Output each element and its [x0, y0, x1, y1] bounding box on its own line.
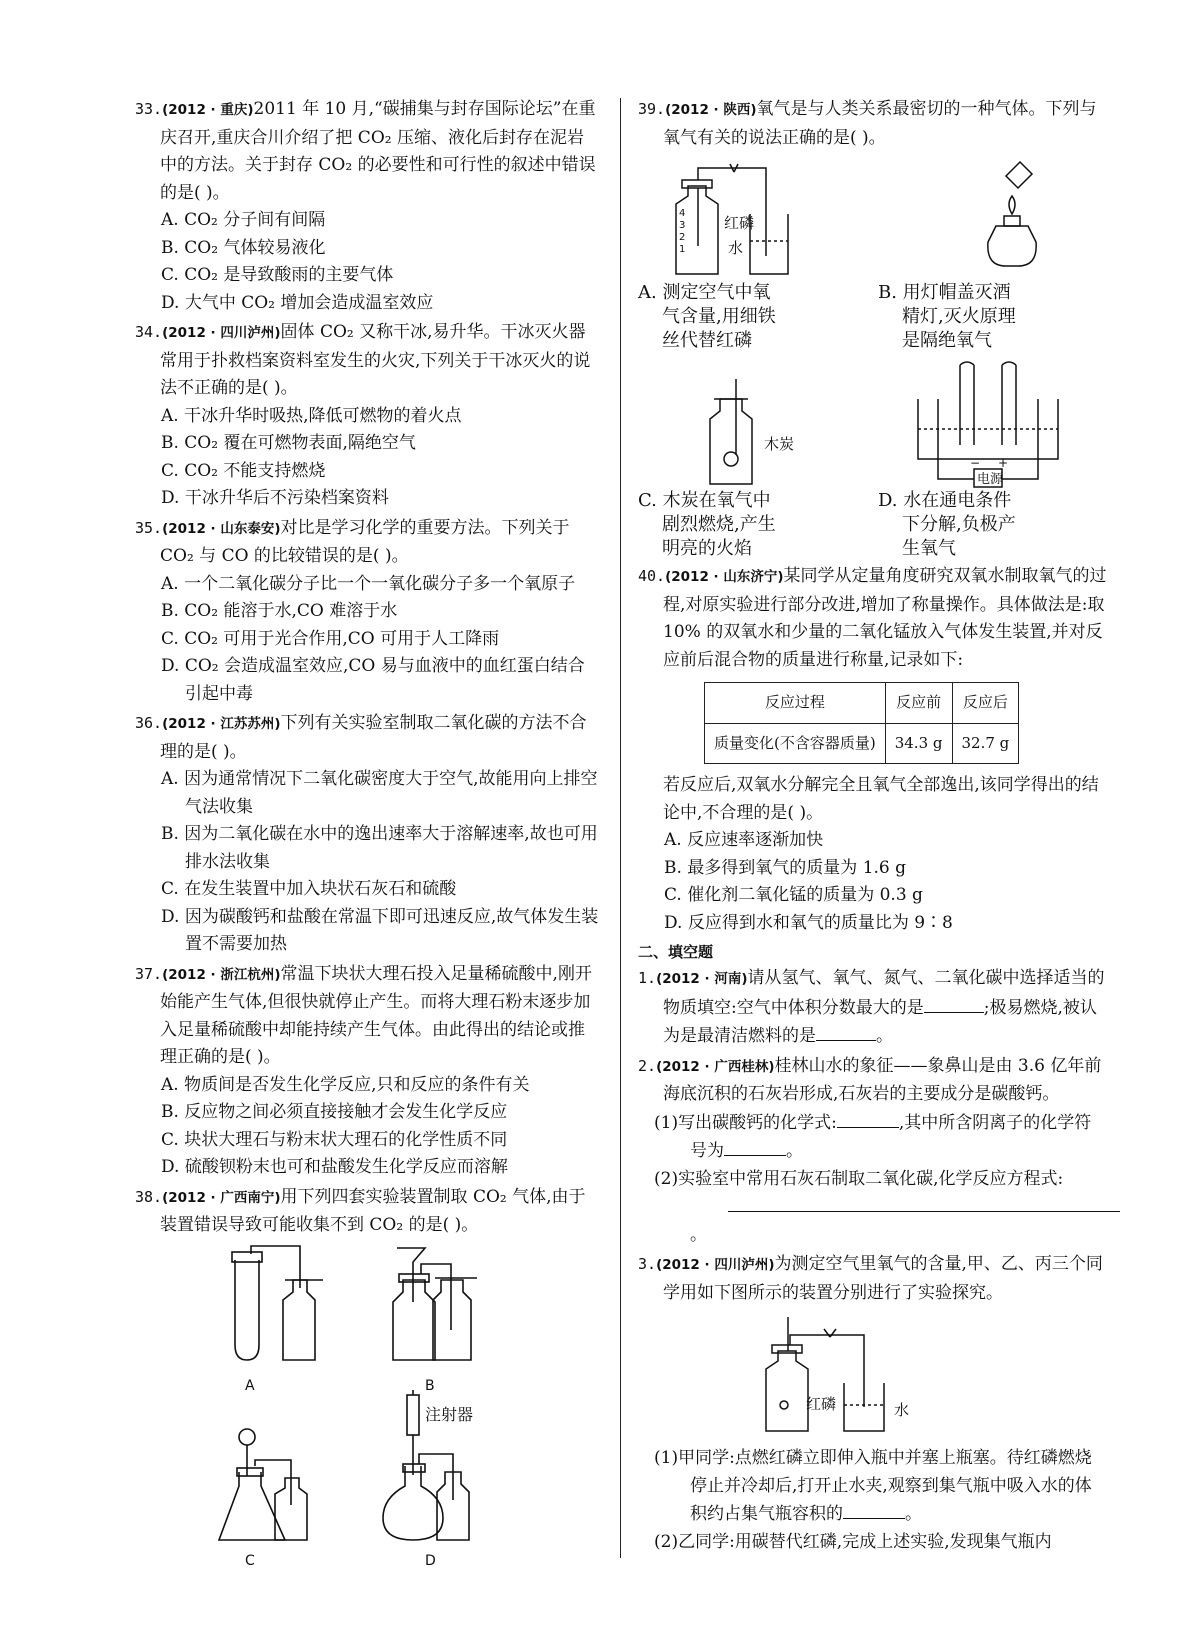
- q40-followup: 若反应后,双氧水分解完全且氧气全部逸出,该同学得出的结论中,不合理的是( )。: [663, 775, 1099, 823]
- question-35: 35.(2012 · 山东泰安)对比是学习化学的重要方法。下列关于 CO₂ 与 CO 的比较错误的是( )。 A. 一个二氧化碳分子比一个一氧化碳分子多一个氧原子 B. CO₂ 能溶于水,CO 难溶于水 C. CO₂ 可用于光合作用,CO 可用于人工降雨 D. CO₂ 会造成温室效应,CO 易与血液中的血红蛋白结合引起中毒: [135, 515, 600, 709]
- sub-question-2: (2)实验室中常用石灰石制取二氧化碳,化学反应方程式: 。: [638, 1166, 1108, 1250]
- option-c: C. CO₂ 不能支持燃烧: [161, 460, 326, 481]
- apparatus-a: [232, 1246, 323, 1360]
- option-a: A. CO₂ 分子间有间隔: [161, 210, 326, 230]
- caption-b: B. 用灯帽盖灭酒 精灯,灭火原理 是隔绝氧气: [878, 282, 1016, 351]
- options-37: [135, 1072, 600, 1182]
- options-35: [135, 571, 600, 709]
- option-a: A. 一个二氧化碳分子比一个一氧化碳分子多一个氧原子: [161, 573, 576, 594]
- sub-question-1: (1)写出碳酸钙的化学式: ,其中所含阴离子的化学符号为 。: [638, 1109, 1108, 1166]
- label-d: D: [425, 1552, 436, 1569]
- sub-question-2: (2)乙同学:用碳替代红磷,完成上述实验,发现集气瓶内: [654, 1531, 1052, 1552]
- question-37: 37.(2012 · 浙江杭州)常温下块状大理石投入足量稀硫酸中,刚开始能产生气体,但很快就停止产生。而将大理石粉末逐步加入足量稀硫酸中却能持续产生气体。由此得出的结论或推理正确的是( )。 A. 物质间是否发生化学反应,只和反应的条件有关 B. 反应物之间必须直接接触才会发生化学反应 C. 块状大理石与粉末状大理石的化学性质不同 D. 硫酸钡粉末也可和盐酸发生化学反应而溶解: [135, 961, 600, 1182]
- water-label: 水: [728, 239, 744, 257]
- minus-sign: −: [970, 456, 981, 470]
- scale-1: 1: [679, 244, 686, 255]
- water-label: 水: [894, 1401, 910, 1419]
- options-36: [135, 766, 600, 959]
- fill-question-1: 1.(2012 · 河南)请从氢气、氧气、氮气、二氧化碳中选择适当的物质填空:空气中体积分数最大的是 ;极易燃烧,被认为是最清洁燃料的是 。: [638, 968, 1105, 1046]
- fig-b-alcohol-lamp: [878, 156, 1108, 281]
- oxygen-content-apparatus: [638, 1307, 1108, 1445]
- question-33: 33.(2012 · 重庆)2011 年 10 月,“碳捕集与封存国际论坛”在重庆召开,重庆合川介绍了把 CO₂ 压缩、液化后封存在泥岩中的方法。关于封存 CO₂ 的必要性和可行性的叙述中错误的是( )。 A. CO₂ 分子间有间隔 B. CO₂ 气体较易液化 C. CO₂ 是导致酸雨的主要气体 D. 大气中 CO₂ 增加会造成温室效应: [135, 96, 600, 317]
- question-38: 38.(2012 · 广西南宁)用下列四套实验装置制取 CO₂ 气体,由于装置错误导致可能收集不到 CO₂ 的是( )。 A B C D 注射器: [135, 1184, 600, 1570]
- caption-d: D. 水在通电条件 下分解,负极产 生氧气: [878, 490, 1016, 559]
- option-b: B. CO₂ 气体较易液化: [161, 237, 326, 258]
- q39-figs-row-1: [638, 156, 1108, 353]
- section-heading: 二、填空题: [638, 943, 714, 961]
- label-c: C: [245, 1552, 255, 1569]
- option-b: B. CO₂ 能溶于水,CO 难溶于水: [161, 601, 398, 621]
- phosphorus-label: 红磷: [724, 214, 755, 232]
- apparatus-b: [393, 1248, 477, 1360]
- option-a: A. 反应速率逐渐加快: [664, 830, 824, 850]
- label-a: A: [245, 1377, 255, 1394]
- option-d: D. CO₂ 会造成温室效应,CO 易与血液中的血红蛋白结合引起中毒: [161, 656, 585, 704]
- table-cell: 32.7 g: [952, 723, 1019, 764]
- left-column: [135, 96, 600, 1572]
- column-divider: [620, 98, 621, 1558]
- q39-figs-row-2: [638, 359, 1108, 561]
- fig-c-charcoal-burning: [638, 359, 868, 489]
- sub-question-1: (1)甲同学:点燃红磷立即伸入瓶中并塞上瓶塞。待红磷燃烧停止并冷却后,打开止水夹,观察到集气瓶中吸入水的体积约占集气瓶容积的 。: [654, 1448, 1092, 1524]
- answer-blank[interactable]: [728, 1193, 1120, 1212]
- option-c: C. 在发生装置中加入块状石灰石和硫酸: [161, 879, 457, 899]
- caption-a: A. 测定空气中氧 气含量,用细铁 丝代替红磷: [638, 282, 776, 351]
- option-d: D. 硫酸钡粉末也可和盐酸发生化学反应而溶解: [161, 1157, 508, 1177]
- table-header: 反应过程: [705, 683, 886, 724]
- option-a: A. 因为通常情况下二氧化碳密度大于空气,故能用向上排空气法收集: [161, 769, 598, 817]
- option-d: D. 因为碳酸钙和盐酸在常温下即可迅速反应,故气体发生装置不需要加热: [161, 906, 599, 954]
- answer-blank[interactable]: [924, 994, 984, 1013]
- answer-blank[interactable]: [837, 1109, 899, 1128]
- option-d: D. 干冰升华后不污染档案资料: [161, 488, 389, 508]
- fig-a-phosphorus-apparatus: [638, 156, 868, 281]
- scale-4: 4: [679, 208, 686, 219]
- question-34: 34.(2012 · 四川泸州)固体 CO₂ 又称干冰,易升华。干冰灭火器常用于扑救档案资料室发生的火灾,下列关于干冰灭火的说法不正确的是( )。 A. 干冰升华时吸热,降低可燃物的着火点 B. CO₂ 覆在可燃物表面,隔绝空气 C. CO₂ 不能支持燃烧 D. 干冰升华后不污染档案资料: [135, 319, 600, 513]
- option-c: C. 催化剂二氧化锰的质量为 0.3 g: [664, 885, 923, 905]
- options-40: [638, 827, 1108, 937]
- scale-2: 2: [679, 232, 686, 243]
- fill-question-2: 2.(2012 · 广西桂林)桂林山水的象征——象鼻山是由 3.6 亿年前海底沉积的石灰岩形成,石灰岩的主要成分是碳酸钙。 (1)写出碳酸钙的化学式: ,其中所含阴离子的化学符号为 。 (2)实验室中常用石灰石制取二氧化碳,化学反应方程式: 。: [638, 1053, 1108, 1250]
- option-b: B. 因为二氧化碳在水中的逸出速率大于溶解速率,故也可用排水法收集: [161, 824, 598, 872]
- mass-record-table: [704, 682, 1019, 764]
- question-39: 39.(2012 · 陕西)氧气是与人类关系最密切的一种气体。下列与氧气有关的说法正确的是( )。 4 3 2 1 红磷 水 A. 测定空气中氧 气含量,用细铁 丝代替红磷 B. 用灯帽盖灭酒 精灯,灭火原理 是隔绝氧气 木炭 C. 木炭在氧气中 剧烈燃烧,产生 明亮的火焰 电源 − + D. 水在通电条件 下分解,负极产 生氧气: [638, 96, 1108, 561]
- fill-question-3: 3.(2012 · 四川泸州)为测定空气里氧气的含量,甲、乙、丙三个同学用如下图所示的装置分别进行了实验探究。 红磷 水 (1)甲同学:点燃红磷立即伸入瓶中并塞上瓶塞。待红磷燃烧停止并冷却后,打开止水夹,观察到集气瓶中吸入水的体积约占集气瓶容积的 。 (2)乙同学:用碳替代红磷,完成上述实验,发现集气瓶内: [638, 1251, 1108, 1556]
- plus-sign: +: [998, 456, 1009, 470]
- label-b: B: [425, 1377, 435, 1394]
- fig-d-electrolysis: [878, 359, 1108, 489]
- option-c: C. 块状大理石与粉末状大理石的化学性质不同: [161, 1129, 508, 1150]
- charcoal-label: 木炭: [764, 435, 795, 453]
- option-a: A. 干冰升华时吸热,降低可燃物的着火点: [161, 405, 462, 426]
- option-b: B. 反应物之间必须直接接触才会发生化学反应: [161, 1102, 508, 1122]
- option-b: B. CO₂ 覆在可燃物表面,隔绝空气: [161, 433, 416, 453]
- syringe-label: 注射器: [425, 1404, 474, 1424]
- option-d: D. 反应得到水和氧气的质量比为 9∶8: [664, 912, 953, 933]
- table-cell: 34.3 g: [885, 723, 952, 764]
- phosphorus-label: 红磷: [806, 1395, 837, 1413]
- scale-3: 3: [679, 220, 686, 231]
- power-label: 电源: [977, 472, 1004, 487]
- option-c: C. CO₂ 是导致酸雨的主要气体: [161, 265, 394, 285]
- table-header: 反应前: [885, 683, 952, 724]
- option-c: C. CO₂ 可用于光合作用,CO 可用于人工降雨: [161, 628, 500, 649]
- table-header: 反应后: [952, 683, 1019, 724]
- right-column: [638, 96, 1108, 1558]
- answer-blank[interactable]: [724, 1137, 786, 1156]
- option-a: A. 物质间是否发生化学反应,只和反应的条件有关: [161, 1074, 530, 1095]
- table-cell: 质量变化(不含容器质量): [705, 723, 886, 764]
- question-36: 36.(2012 · 江苏苏州)下列有关实验室制取二氧化碳的方法不合理的是( )。 A. 因为通常情况下二氧化碳密度大于空气,故能用向上排空气法收集 B. 因为二氧化碳在水中的逸出速率大于溶解速率,故也可用排水法收集 C. 在发生装置中加入块状石灰石和硫酸 D. 因为碳酸钙和盐酸在常温下即可迅速反应,故气体发生装置不需要加热: [135, 710, 600, 959]
- caption-c: C. 木炭在氧气中 剧烈燃烧,产生 明亮的火焰: [638, 490, 776, 559]
- option-b: B. 最多得到氧气的质量为 1.6 g: [664, 857, 907, 878]
- option-d: D. 大气中 CO₂ 增加会造成温室效应: [161, 292, 434, 313]
- question-40: 40.(2012 · 山东济宁)某同学从定量角度研究双氧水制取氧气的过程,对原实验进行部分改进,增加了称量操作。具体做法是:取 10% 的双氧水和少量的二氧化锰放入气体发生装置,并对反应前后混合物的质量进行称量,记录如下: 反应过程 反应前 反应后 质量变化(不含容器质量) 34.3 g 32.7 g 若反应后,双氧水分解完全且氧气全部逸出,该同学得出的结论中,不合理的是( )。 A. 反应速率逐渐加快 B. 最多得到氧气的质量为 1.6 g C. 催化剂二氧化锰的质量为 0.3 g D. 反应得到水和氧气的质量比为 9∶8: [638, 563, 1108, 937]
- options-34: [135, 403, 600, 513]
- apparatus-c: [219, 1429, 307, 1540]
- answer-blank[interactable]: [843, 1500, 905, 1519]
- options-33: [135, 207, 600, 317]
- answer-blank[interactable]: [816, 1022, 876, 1041]
- co2-apparatus-figure: [135, 1240, 600, 1570]
